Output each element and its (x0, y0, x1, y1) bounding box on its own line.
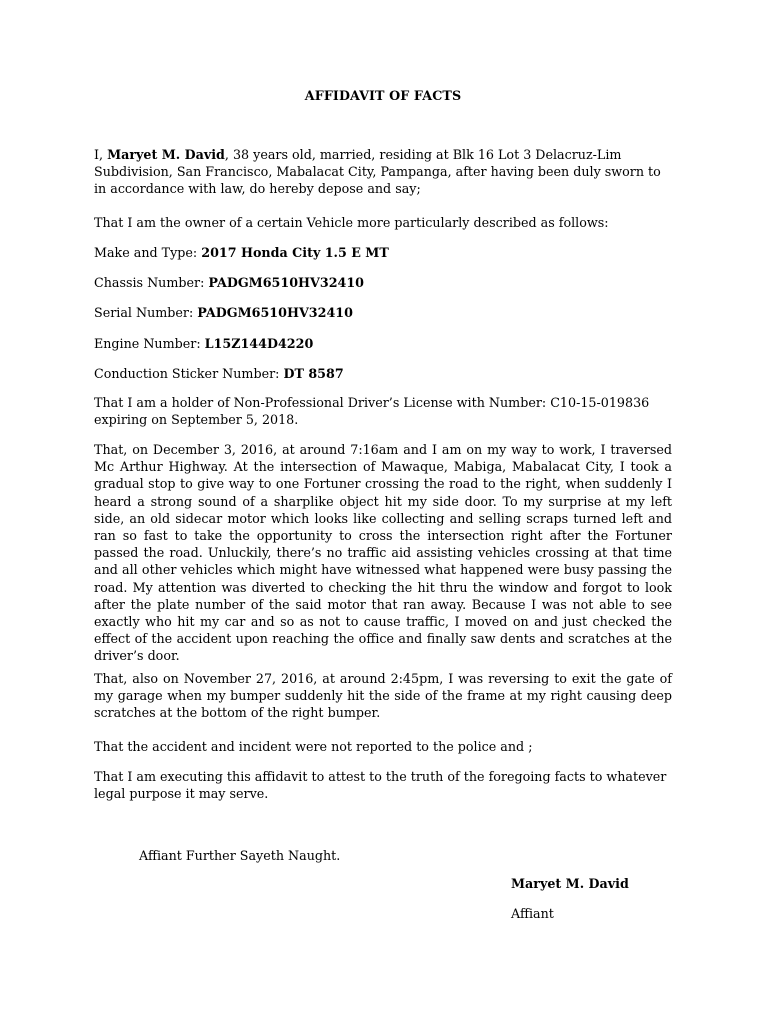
serial-number-line (94, 304, 672, 321)
serial-number-label: Serial Number: (94, 305, 198, 320)
engine-number-line (94, 335, 672, 352)
serial-number-value: PADGM6510HV32410 (197, 305, 353, 320)
purpose-statement: That I am executing this affidavit to attest to the truth of the foregoing facts to whatever legal purpose it may serve. (94, 769, 667, 802)
affidavit-page (94, 0, 672, 1024)
intro-rest: , 38 years old, married, residing at Blk 16 Lot 3 Delacruz-Lim Subdivision, San Francisco, Mabalacat City, Pampanga, after having been duly sworn to in accordance with law, do hereby depose and say; (94, 147, 661, 197)
make-type-value: 2017 Honda City 1.5 E MT (201, 245, 389, 260)
intro-paragraph (94, 146, 672, 198)
conduction-sticker-label: Conduction Sticker Number: (94, 366, 284, 381)
intro-prefix: I, (94, 147, 108, 162)
document-title: AFFIDAVIT OF FACTS (304, 88, 462, 103)
owner-statement: That I am the owner of a certain Vehicle more particularly described as follows: (94, 215, 609, 230)
engine-number-label: Engine Number: (94, 336, 205, 351)
chassis-number-value: PADGM6510HV32410 (208, 275, 365, 290)
closing-statement: Affiant Further Sayeth Naught. (139, 848, 341, 863)
license-statement: That I am a holder of Non-Professional Driver’s License with Number: C10-15-019836 expiring on September 5, 2018. (94, 395, 650, 428)
affiant-name: Maryet M. David (107, 147, 225, 162)
not-reported-statement: That the accident and incident were not reported to the police and ; (94, 739, 533, 754)
incident-paragraph-1: That, on December 3, 2016, at around 7:16am and I am on my way to work, I traversed Mc Arthur Highway. At the intersection of Mawaque, Mabiga, Mabalacat City, I took a gradual stop to give way to one Fortuner crossing the road to the right, when suddenly I heard a strong sound of a sharplike object hit my side door. To my surprise at my left side, an old sidecar motor which looks like collecting and selling scraps turned left and ran so fast to take the opportunity to cross the intersection right after the Fortuner passed the road. Unluckily, there’s no traffic aid assisting vehicles crossing at that time and all other vehicles which might have witnessed what happened were busy passing the road. My attention was diverted to checking the hit thru the window and forgot to look after the plate number of the said motor that ran away. Because I was not able to see exactly who hit my car and so as not to cause traffic, I moved on and just checked the effect of the accident upon reaching the office and finally saw dents and scratches at the driver’s door. (94, 442, 672, 664)
chassis-number-line (94, 274, 672, 291)
conduction-sticker-line (94, 365, 672, 382)
make-type-line (94, 244, 672, 261)
chassis-number-label: Chassis Number: (94, 275, 209, 290)
signature-name: Maryet M. David (511, 876, 629, 891)
incident-paragraph-2: That, also on November 27, 2016, at around 2:45pm, I was reversing to exit the gate of my garage when my bumper suddenly hit the side of the frame at my right causing deep scratches at the bottom of the right bumper. (94, 671, 672, 721)
conduction-sticker-value: DT 8587 (283, 366, 344, 381)
signature-role: Affiant (511, 906, 554, 921)
engine-number-value: L15Z144D4220 (204, 336, 314, 351)
make-type-label: Make and Type: (94, 245, 202, 260)
